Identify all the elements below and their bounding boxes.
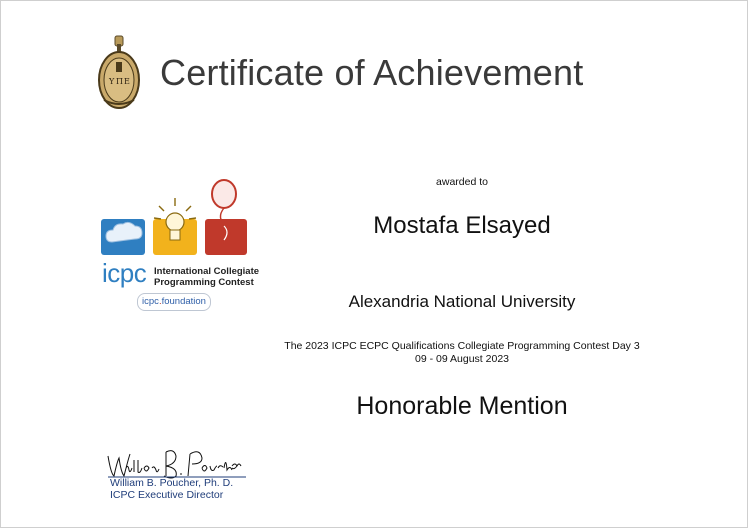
contest-name: The 2023 ICPC ECPC Qualifications Collegiate Programming Contest Day 3 [284,340,640,352]
upsilon-pi-epsilon-seal [96,34,142,116]
signatory-role: ICPC Executive Director [110,489,224,501]
icpc-wordmark: icpc [102,258,147,288]
svg-text:Υ: Υ [109,77,115,86]
svg-text:Π: Π [116,77,123,86]
university-name: Alexandria National University [348,292,576,311]
icpc-foundation-badge [137,293,211,311]
svg-text:Ε: Ε [124,77,130,86]
recipient-name: Mostafa Elsayed [373,212,551,239]
signature [106,446,248,480]
foundation-prefix: icpc [142,296,159,307]
logo-line-1: International Collegiate [154,266,260,277]
certificate-title: Certificate of Achievement [160,52,584,93]
logo-line-2: Programming Contest [154,277,254,288]
foundation-dot: . [158,296,162,307]
awarded-to-label: awarded to [436,176,488,188]
contest-dates: 09 - 09 August 2023 [415,353,509,365]
award-title: Honorable Mention [356,392,568,420]
foundation-suffix: foundation [161,296,206,307]
signatory-name: William B. Poucher, Ph. D. [110,477,234,489]
